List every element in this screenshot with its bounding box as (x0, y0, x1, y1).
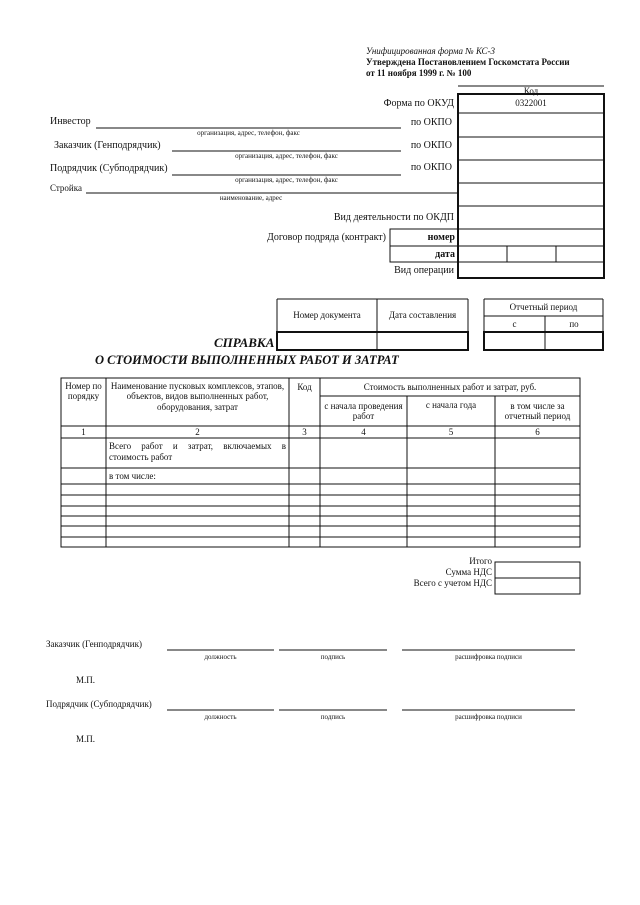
form-name: Унифицированная форма № КС-3 (366, 46, 496, 56)
col-from-start-header: с начала проведения работ (324, 400, 403, 421)
customer-field[interactable] (172, 139, 401, 151)
vat-amount-field[interactable] (495, 562, 580, 578)
row-total-works: Всего работ и затрат, включаемых в стоимость работ (109, 441, 286, 462)
sign-contractor-decoding-hint: расшифровка подписи (455, 713, 522, 721)
customer-label: Заказчик (Генподрядчик) (54, 140, 161, 151)
col-number-3: 3 (302, 426, 307, 437)
customer-hint: организация, адрес, телефон, факс (235, 152, 338, 160)
row-including: в том числе: (109, 471, 156, 481)
total-with-vat-label: Всего с учетом НДС (413, 578, 492, 588)
col-number-2: 2 (195, 426, 200, 437)
okud-value: 0322001 (515, 98, 547, 108)
sign-customer-decoding-hint: расшифровка подписи (455, 653, 522, 661)
col-code-header: Код (297, 381, 312, 392)
sign-customer-position-hint: должность (204, 653, 237, 661)
okpo-label-customer: по ОКПО (410, 140, 452, 151)
col-period-header: в том числе за отчетный период (504, 400, 571, 421)
contractor-label: Подрядчик (Субподрядчик) (50, 163, 168, 174)
investor-field[interactable] (96, 116, 401, 128)
contract-label: Договор подряда (контракт) (267, 232, 386, 243)
site-label: Стройка (50, 183, 82, 193)
operation-label: Вид операции (394, 265, 454, 276)
col-name-header: Наименование пусковых комплексов, этапов, объектов, видов выполненных работ, оборудования, затрат (110, 381, 285, 412)
total-with-vat-field[interactable] (495, 578, 580, 594)
approval-line-1: Утверждена Постановлением Госкомстата России (366, 57, 570, 67)
site-field[interactable] (86, 181, 458, 193)
contractor-field[interactable] (172, 163, 401, 175)
sign-contractor-position-hint: должность (204, 713, 237, 721)
investor-label: Инвестор (50, 116, 91, 127)
investor-hint: организация, адрес, телефон, факс (197, 129, 300, 137)
vat-label: Сумма НДС (445, 567, 492, 577)
contractor-hint: организация, адрес, телефон, факс (235, 176, 338, 184)
site-hint: наименование, адрес (219, 194, 283, 202)
doc-date-header: Дата составления (388, 310, 457, 321)
col-from-year-header: с начала года (425, 399, 477, 410)
col-number-5: 5 (448, 426, 454, 437)
title-line-1: СПРАВКА (214, 335, 275, 350)
contract-date-label: дата (435, 249, 455, 260)
approval-line-2: от 11 ноября 1999 г. № 100 (366, 68, 472, 78)
code-header: Код (523, 86, 539, 96)
col-cost-header: Стоимость выполненных работ и затрат, руб. (363, 381, 537, 392)
col-num-header: Номер по порядку (65, 381, 102, 402)
okpo-label-investor: по ОКПО (410, 117, 452, 128)
sign-customer-label: Заказчик (Генподрядчик) (46, 639, 142, 649)
col-number-6: 6 (535, 426, 540, 437)
code-box-frame (458, 94, 604, 278)
title-line-2: О СТОИМОСТИ ВЫПОЛНЕННЫХ РАБОТ И ЗАТРАТ (95, 353, 399, 367)
stamp-customer: М.П. (76, 675, 96, 685)
okpo-label-contractor: по ОКПО (410, 162, 452, 173)
contract-number-label: номер (427, 232, 455, 243)
stamp-contractor: М.П. (76, 734, 96, 744)
okud-label: Форма по ОКУД (383, 98, 454, 109)
period-to-label: по (569, 318, 579, 329)
sign-customer-signature-hint: подпись (320, 653, 346, 661)
doc-number-header: Номер документа (293, 310, 361, 321)
col-number-1: 1 (81, 426, 86, 437)
okdp-label: Вид деятельности по ОКДП (333, 212, 454, 223)
col-number-4: 4 (361, 426, 366, 437)
total-label: Итого (469, 556, 492, 566)
sign-contractor-label: Подрядчик (Субподрядчик) (46, 699, 152, 709)
period-from-label: с (512, 318, 517, 329)
period-header: Отчетный период (509, 302, 578, 313)
sign-contractor-signature-hint: подпись (320, 713, 346, 721)
